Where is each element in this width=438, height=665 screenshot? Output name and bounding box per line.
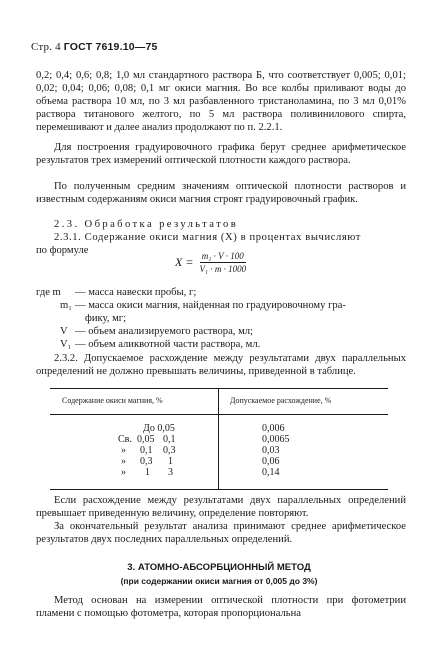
formula-fraction: [199, 251, 246, 274]
row-tolerance: 0,03: [262, 445, 280, 456]
where-symbol-m: где m: [36, 287, 61, 298]
page-number: Стр. 4: [31, 41, 61, 53]
row-content-to: 0,3: [163, 445, 176, 456]
row-prefix: »: [121, 467, 126, 478]
section-2-3-2: 2.3.2. Допускаемое расхождение между результатами двух параллельных определений не должно превышать величины, приведенной в таблице.: [36, 353, 406, 377]
row-content-from: 0,3: [140, 456, 153, 467]
where-text-v: — объем анализируемого раствора, мл;: [75, 326, 254, 337]
formula-intro: по формуле: [36, 245, 89, 256]
row-content-from: До 0,05: [143, 423, 175, 434]
formula-denominator: V₁ · m · 1000: [199, 264, 247, 274]
table-top-rule: [50, 388, 388, 389]
where-symbol-m1: m₁: [60, 300, 72, 311]
table-bottom-rule: [50, 489, 388, 490]
table-header-rule: [50, 414, 388, 415]
paragraph-calibration: Для построения градуировочного графика берут среднее арифметическое результатов трех измерений оптической плотности каждого раствора.: [36, 142, 406, 166]
section-3-subtitle: (при содержании окиси магния от 0,005 до 3%): [120, 576, 318, 586]
paragraph-graph: По полученным средним значениям оптической плотности растворов и известным содержаниям окиси магния строят градуировочный график.: [36, 181, 406, 205]
where-text-m: — масса навески пробы, г;: [75, 287, 197, 298]
row-prefix: Св.: [118, 434, 132, 445]
paragraph-standard-solution: 0,2; 0,4; 0,6; 0,8; 1,0 мл стандартного раствора Б, что соответствует 0,005; 0,01; 0,02; 0,04; 0,06; 0,08; 0,1 мг окиси магния. Во все колбы приливают воды до объема раствора 10 мл, по 3 мл разбавленного тристаноламина, по 3 мл 0,01% раствора титанового желтого, по 5 мл раствора поливинилового спирта, перемешивают и далее анализ продолжают по п. 2.2.1.: [36, 70, 406, 133]
row-tolerance: 0,06: [262, 456, 280, 467]
where-text-v1: — объем аликвотной части раствора, мл.: [75, 339, 261, 350]
section-2-3-1-line: 2.3.1. Содержание окиси магния (X) в процентах вычисляют: [54, 232, 362, 243]
section-3-title: 3. АТОМНО-АБСОРБЦИОННЫЙ МЕТОД: [127, 562, 311, 573]
standard-code: ГОСТ 7619.10—75: [63, 41, 158, 53]
paragraph-method: Метод основан на измерении оптической плотности при фотометрии пламени с помощью фотометра, которая пропорциональна: [36, 595, 406, 619]
formula-numerator: m₁ · V · 100: [201, 251, 244, 261]
row-prefix: »: [121, 456, 126, 467]
row-content-to: 3: [168, 467, 173, 478]
where-text-m1-cont: фику, мг;: [85, 313, 127, 324]
table-header-content: Содержание окиси магния, %: [62, 396, 163, 405]
row-content-from: 0,05: [137, 434, 155, 445]
table-column-divider: [218, 388, 219, 489]
formula: [175, 251, 246, 274]
where-symbol-v: V: [60, 326, 68, 337]
where-symbol-v1: V₁: [60, 339, 72, 350]
page-header: [31, 41, 158, 53]
formula-lhs: X =: [175, 255, 194, 269]
row-content-from: 0,1: [140, 445, 153, 456]
row-content-to: 1: [168, 456, 173, 467]
row-tolerance: 0,14: [262, 467, 280, 478]
row-tolerance: 0,006: [262, 423, 285, 434]
row-content-from: 1: [145, 467, 150, 478]
section-2-3-heading: 2.3. Обработка результатов: [54, 219, 239, 230]
paragraph-final-result: За окончательный результат анализа принимают среднее арифметическое результатов двух последних параллельных определений.: [36, 521, 406, 545]
paragraph-repeat: Если расхождение между результатами двух параллельных определений превышает приведенную величину, определение повторяют.: [36, 495, 406, 519]
row-prefix: »: [121, 445, 126, 456]
row-tolerance: 0,0065: [262, 434, 290, 445]
table-header-tolerance: Допускаемое расхождение, %: [230, 396, 332, 405]
where-text-m1: — масса окиси магния, найденная по градуировочному гра-: [75, 300, 346, 311]
row-content-to: 0,1: [163, 434, 176, 445]
